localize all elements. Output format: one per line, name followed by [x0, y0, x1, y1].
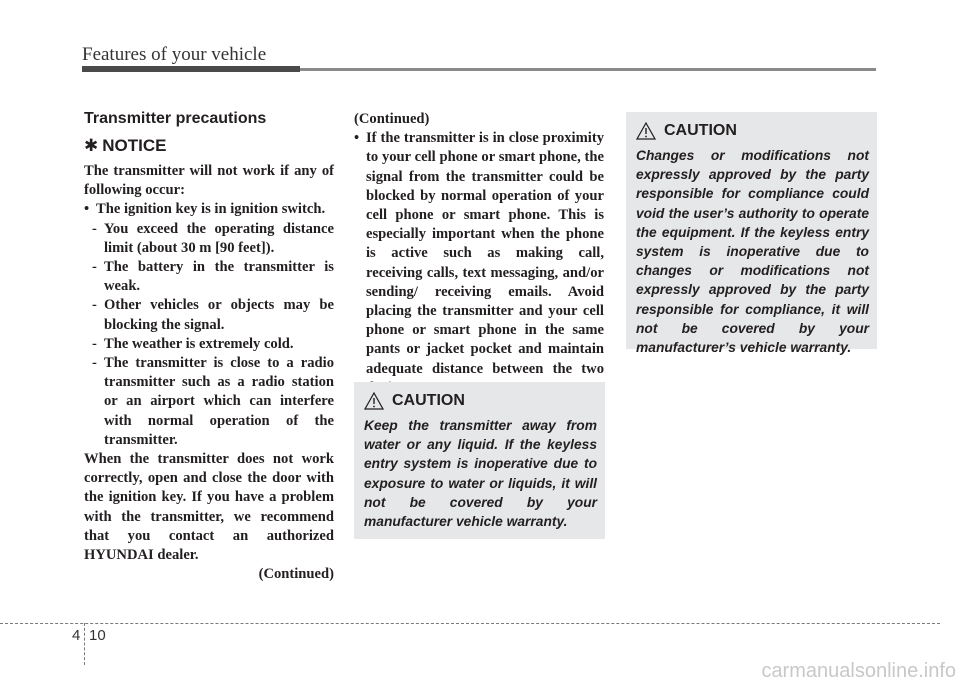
page-header-title: Features of your vehicle	[82, 44, 267, 65]
notice-label: NOTICE	[102, 136, 167, 155]
caution-box-modifications	[626, 112, 877, 356]
watermark: carmanualsonline.info	[761, 660, 956, 682]
page-number: 10	[89, 627, 106, 644]
caution-heading	[364, 392, 597, 410]
list-item: - The battery in the transmitter is weak.	[92, 259, 334, 295]
caution-box-water	[354, 382, 605, 539]
column-middle	[354, 110, 604, 398]
list-item: - Other vehicles or objects may be blocking the signal.	[92, 297, 334, 333]
caution-body: Changes or modifications not expressly approved by the party responsible for compliance could void the user’s authority to operate the equipment. If the keyless entry system is inoperative due to changes or modifications not expressly approved by the party responsible for compliance, it will not be covered by your manufacturer’s vehicle warranty.	[636, 148, 869, 356]
caution-title: CAUTION	[664, 122, 737, 139]
caution-title: CAUTION	[392, 392, 465, 409]
list-item: • The ignition key is in ignition switch.	[84, 201, 326, 218]
caution-body: Keep the transmitter away from water or any liquid. If the keyless entry system is inoperative due to exposure to water or liquids, it will not be covered by your manufacturer vehicle warranty.	[364, 418, 597, 530]
page-section-number: 4	[72, 627, 81, 644]
footer-rule	[0, 623, 940, 624]
notice-heading	[84, 136, 334, 156]
column-left	[84, 110, 334, 584]
list-item: - You exceed the operating distance limit (about 30 m [90 feet]).	[92, 220, 334, 256]
header-rule-accent	[82, 66, 300, 72]
section-title: Transmitter precautions	[84, 110, 267, 127]
notice-asterisk-icon: ✱	[84, 136, 99, 155]
continued-label: (Continued)	[354, 111, 430, 127]
list-item: • If the transmitter is in close proximity to your cell phone or smart phone, the signal from the transmitter could be blocked by normal operation of your cell phone or smart phone. This is especially important when the phone is active such as making call, receiving calls, text messaging, and/or sending/ receiving emails. Avoid placing the transmitter and your cell phone or smart phone in the same pants or jacket pocket and maintain adequate distance between the two	[354, 130, 604, 377]
notice-paragraph: When the transmitter does not work correctly, open and close the door with the ignition key. If you have a problem with the transmitter, we recommend that you contact an authorized HYUNDAI dealer.	[84, 451, 334, 564]
continued-label: (Continued)	[258, 566, 334, 583]
list-item: - The weather is extremely cold.	[92, 335, 294, 352]
list-item: - The transmitter is close to a radio transmitter such as a radio station or an airport which can interfere with normal operation of the transmitter.	[92, 355, 334, 448]
footer-divider	[84, 623, 85, 665]
warning-triangle-icon	[364, 392, 384, 410]
warning-triangle-icon	[636, 122, 656, 140]
caution-heading	[636, 122, 869, 140]
notice-intro: The transmitter will not work if any of following occur:	[84, 163, 334, 199]
